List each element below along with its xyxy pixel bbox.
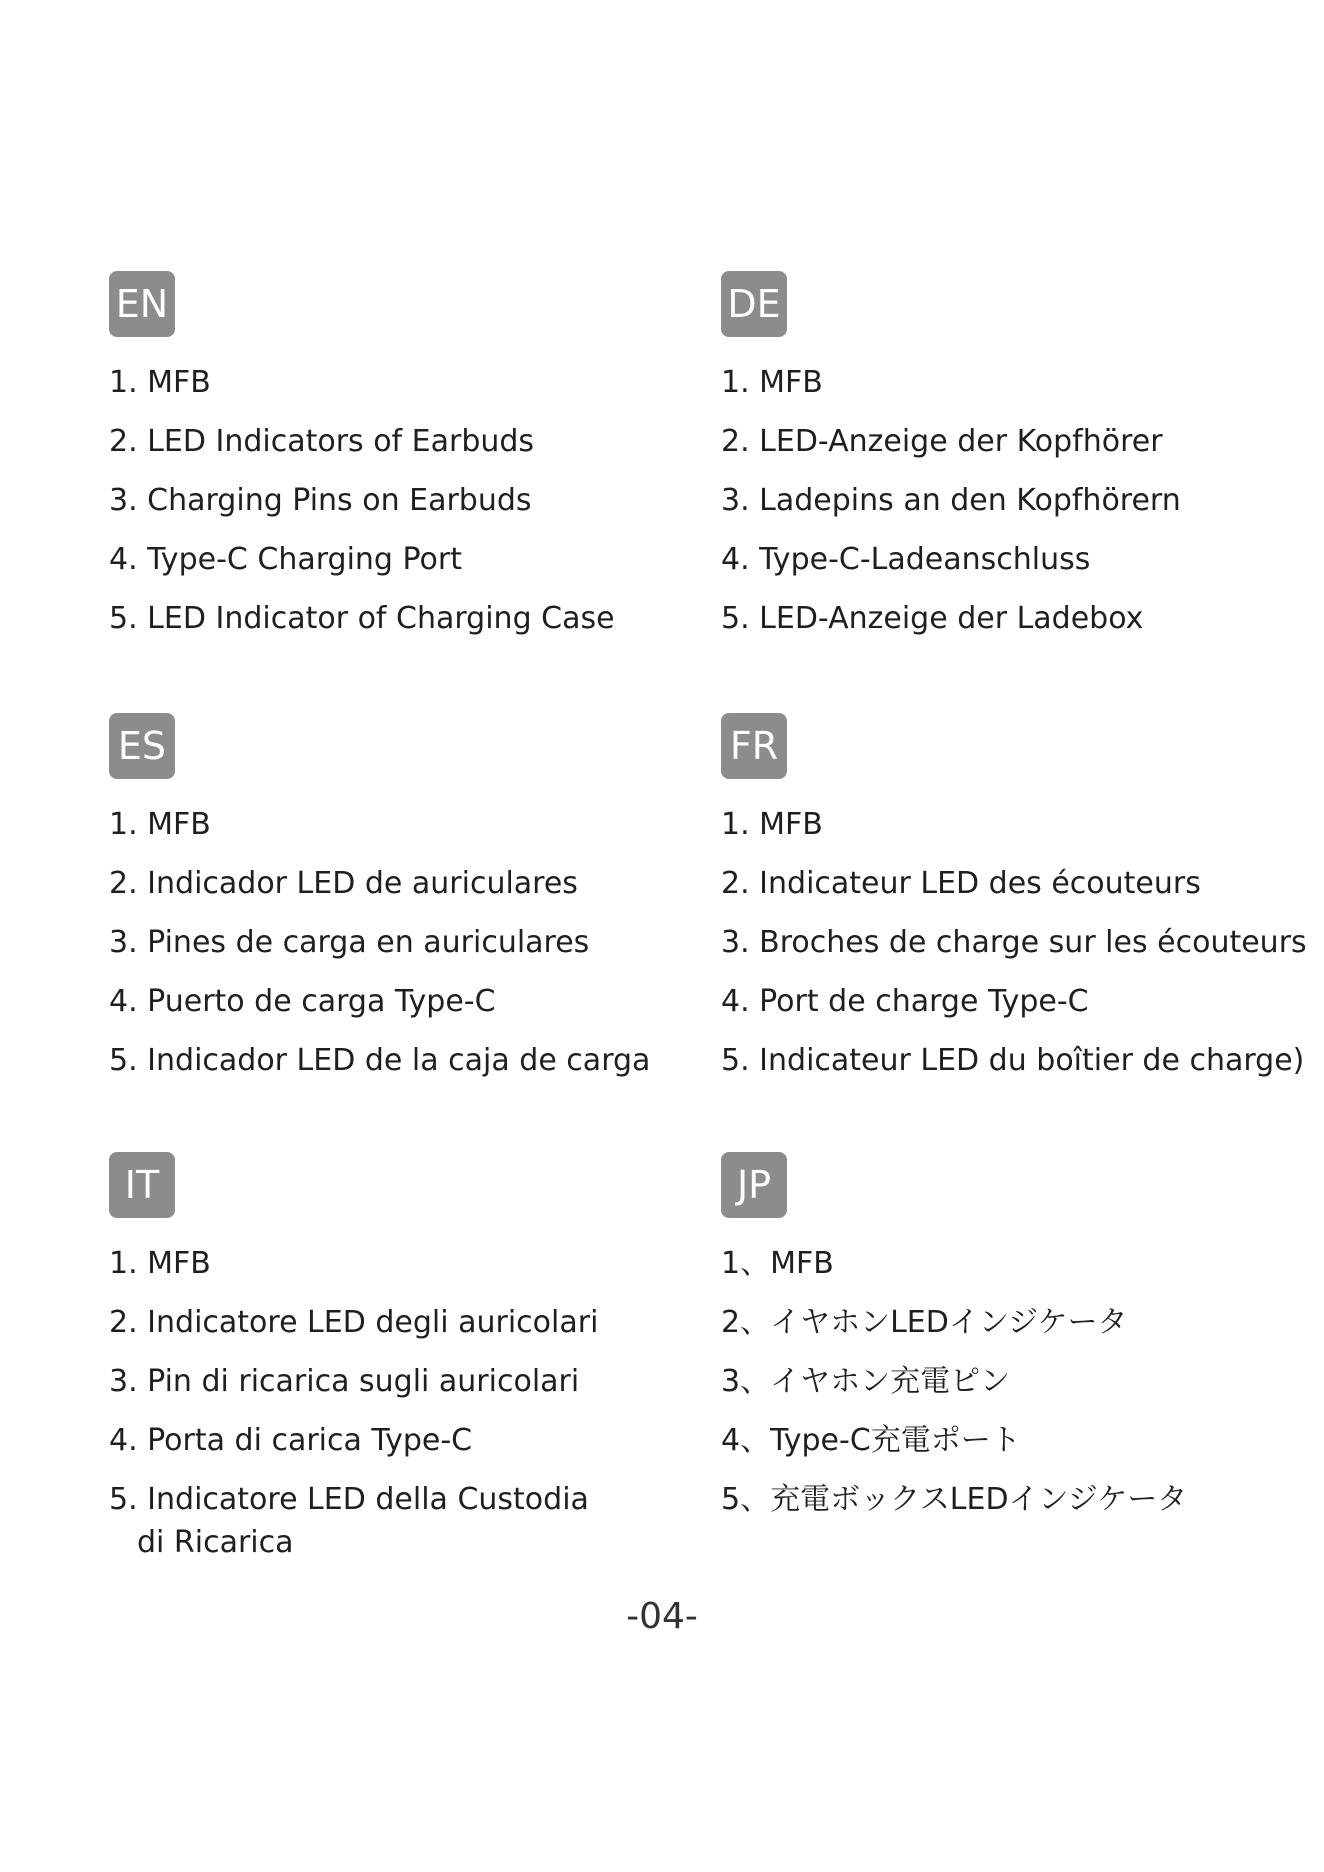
language-badge-fr: FR — [721, 713, 787, 779]
section-it — [109, 1152, 709, 1564]
list-item: 1. MFB — [109, 1246, 211, 1281]
language-badge-de: DE — [721, 271, 787, 337]
language-badge-jp: JP — [721, 1152, 787, 1218]
item-list-en — [109, 353, 709, 648]
section-jp — [721, 1152, 1321, 1529]
list-item: 3. Pin di ricarica sugli auricolari — [109, 1364, 580, 1399]
list-item: 4. Puerto de carga Type-C — [109, 984, 496, 1019]
language-badge-it: IT — [109, 1152, 175, 1218]
section-fr — [721, 713, 1321, 1090]
list-item: 2. Indicateur LED des écouteurs — [721, 866, 1201, 901]
item-list-es — [109, 795, 709, 1090]
item-list-de — [721, 353, 1321, 648]
list-item: 3. Broches de charge sur les écouteurs — [721, 925, 1307, 960]
list-item: 1. MFB — [721, 365, 823, 400]
list-item: 1、MFB — [721, 1246, 834, 1281]
page-number: -04- — [626, 1596, 698, 1637]
item-list-jp — [721, 1234, 1321, 1529]
list-item-text: 5. Indicatore LED della Custodia — [109, 1482, 589, 1517]
list-item: 4. Porta di carica Type-C — [109, 1423, 473, 1458]
list-item: 4. Type-C-Ladeanschluss — [721, 542, 1091, 577]
list-item: 5. LED Indicator of Charging Case — [109, 601, 615, 636]
list-item: 4. Port de charge Type-C — [721, 984, 1089, 1019]
list-item: 2. LED-Anzeige der Kopfhörer — [721, 424, 1163, 459]
list-item: 3. Pines de carga en auriculares — [109, 925, 590, 960]
language-badge-es: ES — [109, 713, 175, 779]
list-item: 5. Indicateur LED du boîtier de charge) — [721, 1043, 1305, 1078]
list-item: 4、Type-C充電ポート — [721, 1423, 1021, 1458]
list-item — [109, 1470, 709, 1564]
list-item: 2、イヤホンLEDインジケータ — [721, 1305, 1128, 1340]
list-item: 5. Indicador LED de la caja de carga — [109, 1043, 651, 1078]
language-badge-en: EN — [109, 271, 175, 337]
list-item: 1. MFB — [109, 365, 211, 400]
list-item: 2. Indicador LED de auriculares — [109, 866, 578, 901]
list-item: 4. Type-C Charging Port — [109, 542, 462, 577]
list-item: 3. Charging Pins on Earbuds — [109, 483, 532, 518]
item-list-fr — [721, 795, 1321, 1090]
list-item: 1. MFB — [721, 807, 823, 842]
list-item: 3. Ladepins an den Kopfhörern — [721, 483, 1181, 518]
section-de — [721, 271, 1321, 648]
list-item: 5. LED-Anzeige der Ladebox — [721, 601, 1144, 636]
list-item: 1. MFB — [109, 807, 211, 842]
list-item-continuation: di Ricarica — [137, 1525, 294, 1560]
item-list-it — [109, 1234, 709, 1564]
list-item: 5、充電ボックスLEDインジケータ — [721, 1482, 1188, 1517]
list-item: 2. Indicatore LED degli auricolari — [109, 1305, 599, 1340]
list-item: 3、イヤホン充電ピン — [721, 1364, 1011, 1399]
section-en — [109, 271, 709, 648]
list-item: 2. LED Indicators of Earbuds — [109, 424, 535, 459]
section-es — [109, 713, 709, 1090]
